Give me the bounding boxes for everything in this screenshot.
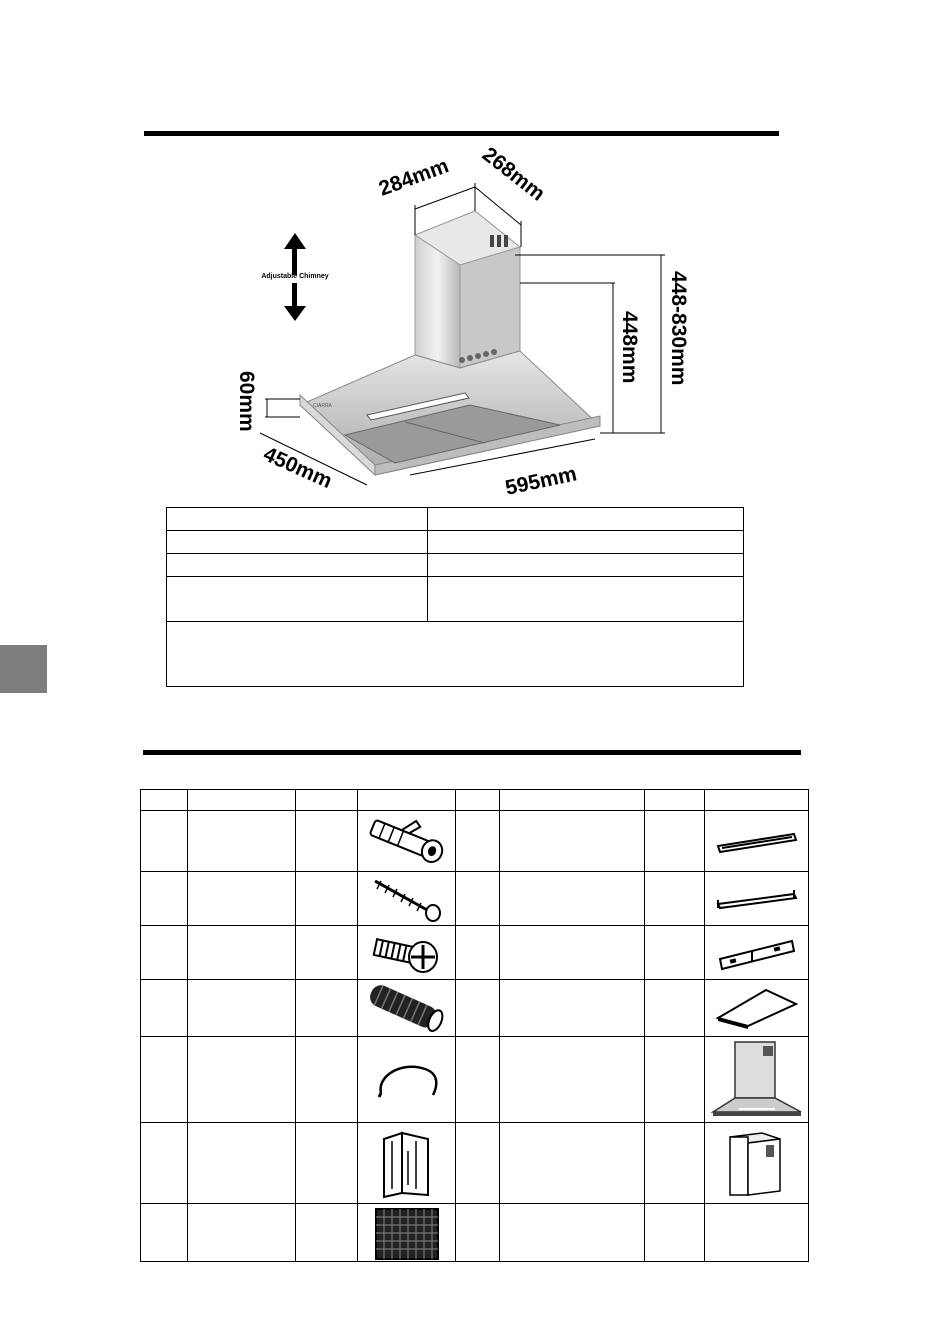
cell — [456, 1123, 500, 1204]
cell — [456, 872, 500, 926]
header-cell — [645, 790, 705, 811]
chimney-shape — [415, 211, 520, 368]
cell — [141, 980, 188, 1037]
spec-cell — [167, 554, 428, 577]
template-sheet-icon — [712, 986, 802, 1030]
machine-screw-icon — [367, 929, 447, 977]
hose-clamp-icon — [367, 1055, 447, 1105]
cell — [358, 1037, 456, 1123]
cell — [456, 926, 500, 980]
cell — [705, 811, 809, 872]
cell — [358, 980, 456, 1037]
cell — [705, 926, 809, 980]
cell — [296, 1123, 358, 1204]
spec-cell — [428, 554, 744, 577]
dimensions-diagram — [225, 143, 705, 503]
chimney-width-label: 284mm — [375, 154, 452, 201]
cell — [188, 926, 296, 980]
cell — [705, 1123, 809, 1204]
table-row — [141, 1037, 809, 1123]
adjustable-chimney-label: Adjustable Chimney — [261, 273, 329, 280]
cell — [705, 1037, 809, 1123]
parts-header-row — [141, 790, 809, 811]
canopy-shape — [300, 349, 600, 475]
spec-cell — [167, 508, 428, 531]
canopy-depth-label: 450mm — [259, 442, 336, 494]
cell — [645, 872, 705, 926]
cell — [705, 872, 809, 926]
cell — [500, 1204, 645, 1262]
upper-bracket-icon — [712, 886, 802, 912]
cell — [358, 872, 456, 926]
cell — [141, 1037, 188, 1123]
cell — [188, 1204, 296, 1262]
parts-table — [140, 789, 809, 1262]
canopy-height-label: 60mm — [235, 371, 258, 432]
cell — [645, 1037, 705, 1123]
spec-row — [167, 577, 744, 622]
spec-cell — [167, 577, 428, 622]
table-row — [141, 1204, 809, 1262]
cell — [358, 1123, 456, 1204]
cell — [188, 1123, 296, 1204]
middle-rule — [143, 750, 801, 755]
table-row — [141, 980, 809, 1037]
height-range-label: 448-830mm — [667, 271, 690, 386]
range-hood-icon — [709, 1038, 805, 1122]
height-fixed-label: 448mm — [618, 311, 641, 384]
flexible-duct-icon — [362, 983, 452, 1033]
spec-row — [167, 622, 744, 687]
chimney-cover-icon — [722, 1127, 792, 1199]
cell — [296, 926, 358, 980]
cell — [456, 811, 500, 872]
cell — [296, 1037, 358, 1123]
table-row — [141, 811, 809, 872]
spec-row — [167, 531, 744, 554]
cell — [456, 1204, 500, 1262]
cell — [141, 1123, 188, 1204]
header-cell — [188, 790, 296, 811]
grease-filter-icon — [370, 1205, 444, 1261]
header-cell — [456, 790, 500, 811]
header-cell — [141, 790, 188, 811]
cell — [456, 980, 500, 1037]
cell — [141, 872, 188, 926]
cell — [645, 980, 705, 1037]
spec-cell — [167, 531, 428, 554]
cell — [500, 1123, 645, 1204]
header-cell — [296, 790, 358, 811]
cell — [500, 926, 645, 980]
canopy-width-label: 595mm — [503, 462, 579, 500]
spec-row — [167, 554, 744, 577]
cell — [705, 1204, 809, 1262]
cell — [500, 1037, 645, 1123]
cell — [358, 811, 456, 872]
chimney-bracket-icon — [372, 1127, 442, 1199]
cell — [188, 811, 296, 872]
top-rule — [144, 131, 779, 136]
header-cell — [705, 790, 809, 811]
cell — [358, 1204, 456, 1262]
cell — [296, 1204, 358, 1262]
spec-cell — [428, 508, 744, 531]
header-cell — [500, 790, 645, 811]
cell — [296, 811, 358, 872]
chapter-tab — [0, 645, 47, 693]
chimney-fixing-plate-icon — [712, 931, 802, 975]
cell — [645, 926, 705, 980]
cell — [705, 980, 809, 1037]
chimney-depth-label: 268mm — [477, 143, 550, 206]
spec-note-cell — [167, 622, 744, 687]
table-row — [141, 872, 809, 926]
spec-row — [167, 508, 744, 531]
table-row — [141, 1123, 809, 1204]
table-row — [141, 926, 809, 980]
specification-table — [166, 507, 744, 687]
cell — [141, 811, 188, 872]
cell — [358, 926, 456, 980]
spec-cell — [428, 577, 744, 622]
cell — [296, 872, 358, 926]
cell — [645, 1204, 705, 1262]
spec-cell — [428, 531, 744, 554]
cell — [456, 1037, 500, 1123]
cell — [188, 980, 296, 1037]
wood-screw-icon — [367, 875, 447, 923]
cell — [188, 872, 296, 926]
wall-plug-icon — [362, 813, 452, 869]
cell — [500, 811, 645, 872]
cell — [645, 811, 705, 872]
cell — [645, 1123, 705, 1204]
mounting-bracket-icon — [712, 826, 802, 856]
cell — [296, 980, 358, 1037]
header-cell — [358, 790, 456, 811]
cell — [141, 1204, 188, 1262]
cell — [500, 980, 645, 1037]
brand-label: CIARRA — [313, 403, 332, 409]
cell — [141, 926, 188, 980]
cell — [188, 1037, 296, 1123]
cell — [500, 872, 645, 926]
